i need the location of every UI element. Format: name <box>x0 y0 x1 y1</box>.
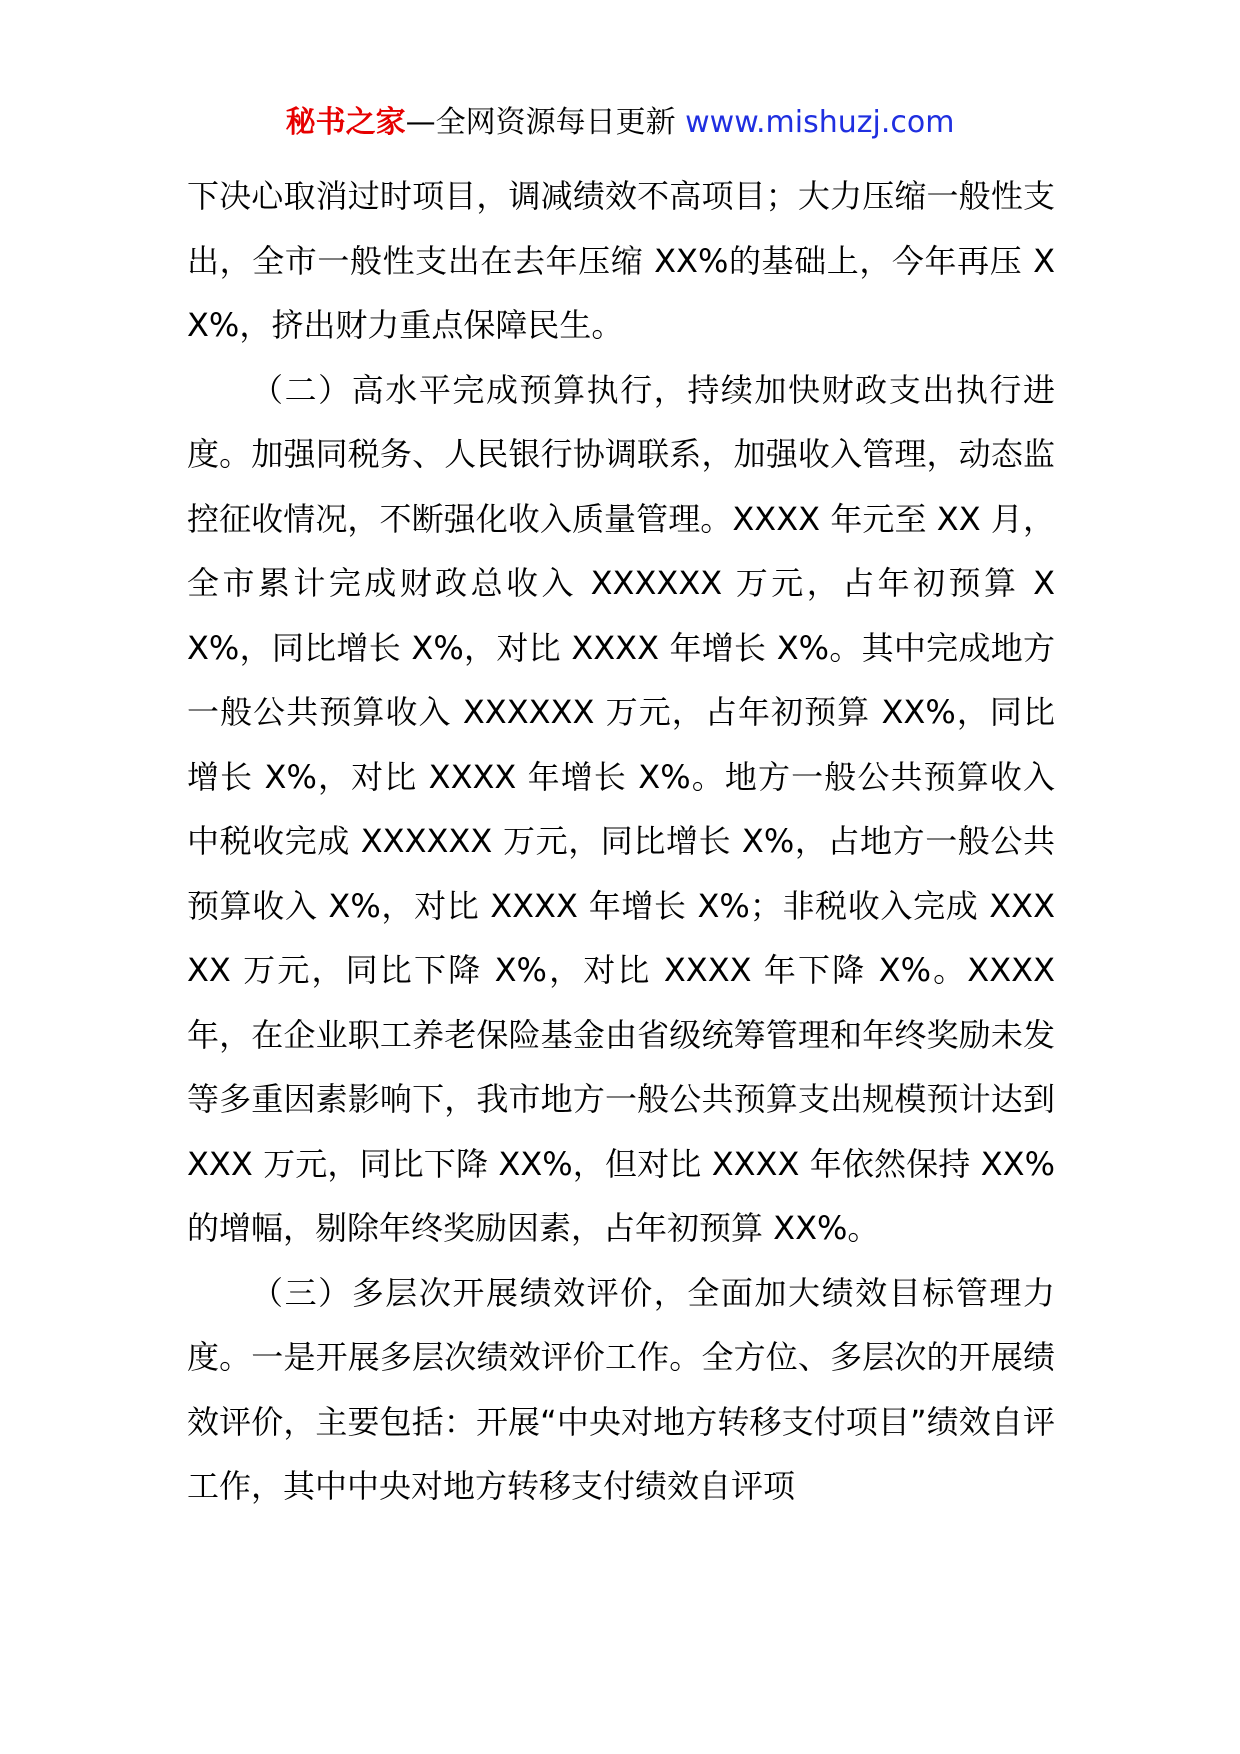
paragraph-budget-execution: （二）高水平完成预算执行，持续加快财政支出执行进度。加强同税务、人民银行协调联系，加强收入管理，动态监控征收情况，不断强化收入质量管理。XXXX 年元至 XX 月，全市累计完成财政总收入 XXXXXX 万元，占年初预算 XX%，同比增长 X%，对比 XXXX 年增长 X%。其中完成地方一般公共预算收入 XXXXXX 万元，占年初预算 XX%，同比增长 X%，对比 XXXX 年增长 X%。地方一般公共预算收入中税收完成 XXXXXX 万元，同比增长 X%，占地方一般公共预算收入 X%，对比 XXXX 年增长 X%；非税收入完成 XXXXX 万元，同比下降 X%，对比 XXXX 年下降 X%。XXXX 年，在企业职工养老保险基金由省级统筹管理和年终奖励未发等多重因素影响下，我市地方一般公共预算支出规模预计达到 XXX 万元，同比下降 XX%，但对比 XXXX 年依然保持 XX%的增幅，剔除年终奖励因素，占年初预算 XX%。 <box>187 370 1055 1247</box>
header-url-link[interactable]: www.mishuzj.com <box>685 105 955 140</box>
header-brand: 秘书之家 <box>285 105 406 140</box>
page-header <box>0 100 1240 146</box>
document-body <box>187 164 1055 1519</box>
paragraph-continued: 下决心取消过时项目，调减绩效不高项目；大力压缩一般性支出，全市一般性支出在去年压缩 XX%的基础上，今年再压 XX%，挤出财力重点保障民生。 <box>187 177 1055 344</box>
header-tagline: —全网资源每日更新 <box>405 105 676 140</box>
paragraph-performance-evaluation: （三）多层次开展绩效评价，全面加大绩效目标管理力度。一是开展多层次绩效评价工作。全方位、多层次的开展绩效评价，主要包括：开展“中央对地方转移支付项目”绩效自评工作，其中中央对地方转移支付绩效自评项 <box>187 1273 1055 1505</box>
